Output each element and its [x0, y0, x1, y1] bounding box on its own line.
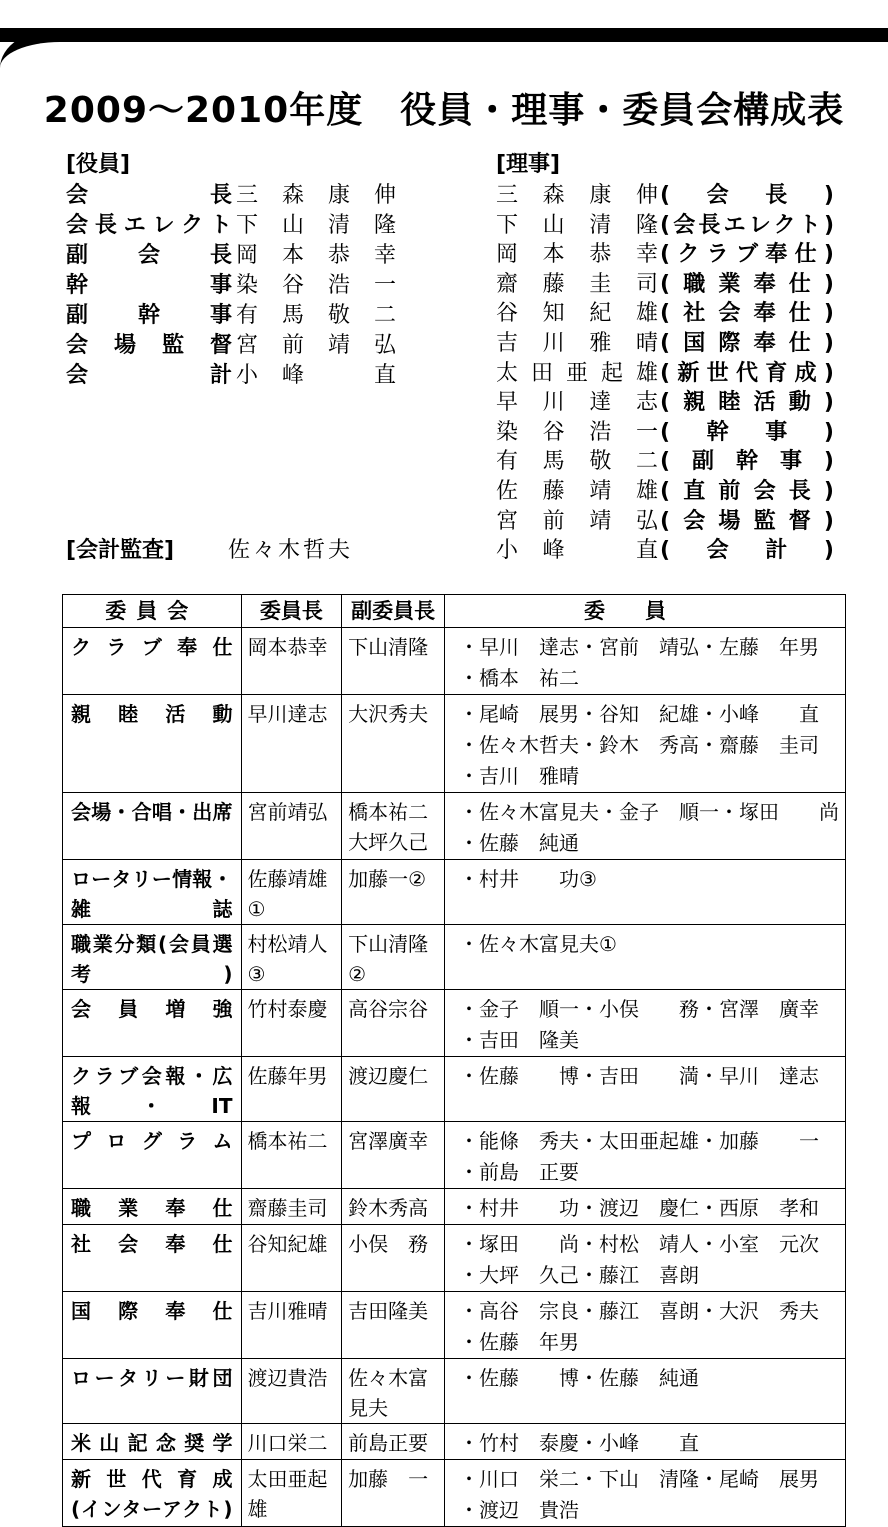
director-name: 早川達志	[496, 390, 660, 416]
committee-row	[63, 860, 846, 925]
committee-vice-chair: 下山清隆	[342, 628, 445, 695]
committee-row	[63, 1122, 846, 1189]
officer-name: 染谷浩一	[236, 273, 398, 298]
committee-vice-chair: 橋本祐二 大坪久己	[342, 793, 445, 860]
director-role: (直前会長)	[660, 479, 834, 504]
committee-table	[62, 594, 846, 1527]
officer-row	[66, 271, 398, 301]
director-name: 宮前靖弘	[496, 508, 660, 534]
committee-row	[63, 990, 846, 1057]
committee-member-line: ・高谷 宗良・藤江 喜朗・大沢 秀夫	[459, 1299, 819, 1323]
officer-row	[66, 241, 398, 271]
committee-name-text: 職業分類(会員選考)	[71, 932, 233, 986]
committee-row	[63, 793, 846, 860]
committee-name	[63, 925, 242, 990]
director-role: (会計)	[660, 538, 834, 564]
director-row	[496, 388, 834, 418]
committee-chair: 佐藤靖雄①	[241, 860, 342, 925]
auditor-heading: [会計監査]	[66, 538, 175, 563]
director-name: 有馬敬二	[496, 449, 660, 475]
officer-row	[66, 331, 398, 361]
director-role: (会場監督)	[660, 508, 834, 534]
committee-members	[445, 1424, 846, 1460]
officer-role: 会長	[66, 183, 232, 208]
committee-vice-chair: 渡辺慶仁	[342, 1057, 445, 1122]
officer-name: 小峰 直	[236, 363, 398, 388]
committee-row	[63, 1292, 846, 1359]
director-row	[496, 507, 834, 537]
committee-row	[63, 1225, 846, 1292]
director-name: 太田亜起雄	[496, 360, 660, 386]
director-row	[496, 536, 834, 566]
committee-name	[63, 1122, 242, 1189]
committee-name	[63, 1292, 242, 1359]
committee-members	[445, 1122, 846, 1189]
committee-row	[63, 1460, 846, 1527]
committee-vice-chair: 宮澤廣幸	[342, 1122, 445, 1189]
committee-name-text: 新世代育成 (インターアクト)	[71, 1467, 233, 1521]
committee-row	[63, 1424, 846, 1460]
committee-name-text: ロータリー財団	[71, 1366, 233, 1390]
committee-chair: 吉川雅晴	[241, 1292, 342, 1359]
director-role: (会長エレクト)	[660, 212, 834, 238]
director-row	[496, 477, 834, 507]
director-name: 谷知紀雄	[496, 301, 660, 327]
committee-name-text: 会場・合唱・出席	[71, 800, 233, 824]
header-members: 委員	[445, 595, 846, 628]
committee-members	[445, 1057, 846, 1122]
committee-member-line: ・吉川 雅晴	[459, 764, 579, 788]
committee-member-line: ・渡辺 貴浩	[459, 1498, 579, 1522]
committee-row	[63, 695, 846, 793]
director-row	[496, 447, 834, 477]
committee-name-text: クラブ会報・広報・IT	[71, 1064, 233, 1118]
directors-heading: [理事]	[496, 152, 561, 177]
director-role: (親睦活動)	[660, 390, 834, 416]
committee-member-line: ・佐藤 博・吉田 満・早川 達志	[459, 1064, 819, 1088]
committee-name-text: 職業奉仕	[71, 1196, 233, 1220]
committee-chair: 宮前靖弘	[241, 793, 342, 860]
page-title: 2009～2010年度 役員・理事・委員会構成表	[43, 90, 845, 131]
officer-name: 岡本恭幸	[236, 243, 398, 268]
committee-member-line: ・橋本 祐二	[459, 666, 579, 690]
committee-members	[445, 860, 846, 925]
committee-row	[63, 1359, 846, 1424]
director-name: 三森康伸	[496, 183, 660, 208]
officer-name: 下山清隆	[236, 213, 398, 238]
officer-role: 副幹事	[66, 303, 232, 328]
committee-member-line: ・佐藤 純通	[459, 831, 579, 855]
officer-row	[66, 361, 398, 391]
committee-members	[445, 793, 846, 860]
committee-member-line: ・能條 秀夫・太田亜起雄・加藤 一	[459, 1129, 819, 1153]
committee-chair: 岡本恭幸	[241, 628, 342, 695]
committee-vice-chair: 吉田隆美	[342, 1292, 445, 1359]
committee-row	[63, 628, 846, 695]
committee-member-line: ・村井 功③	[459, 867, 597, 891]
committee-chair: 川口栄二	[241, 1424, 342, 1460]
committee-vice-chair: 加藤 一	[342, 1460, 445, 1527]
header-committee: 委員会	[63, 595, 242, 628]
committee-name-text: 社会奉仕	[71, 1232, 233, 1256]
director-role: (職業奉仕)	[660, 271, 834, 297]
committee-member-line: ・塚田 尚・村松 靖人・小室 元次	[459, 1232, 819, 1256]
committee-members	[445, 1359, 846, 1424]
director-role: (副幹事)	[660, 449, 834, 475]
committee-vice-chair: 小俣 務	[342, 1225, 445, 1292]
officer-row	[66, 301, 398, 331]
committee-vice-chair: 加藤一②	[342, 860, 445, 925]
director-name: 吉川雅晴	[496, 331, 660, 356]
committee-vice-chair: 高谷宗谷	[342, 990, 445, 1057]
committee-name-text: ロータリー情報・雑誌	[71, 867, 233, 921]
committee-member-line: ・尾崎 展男・谷知 紀雄・小峰 直	[459, 702, 819, 726]
committee-chair: 渡辺貴浩	[241, 1359, 342, 1424]
director-name: 齋藤圭司	[496, 271, 660, 297]
director-row	[496, 181, 834, 211]
committee-vice-chair: 大沢秀夫	[342, 695, 445, 793]
director-row	[496, 240, 834, 270]
committee-members	[445, 695, 846, 793]
officer-row	[66, 211, 398, 241]
committee-members	[445, 990, 846, 1057]
top-decorative-bar	[0, 28, 888, 42]
committee-member-line: ・佐藤 年男	[459, 1330, 579, 1354]
officer-role: 幹事	[66, 273, 232, 298]
committee-member-line: ・佐藤 博・佐藤 純通	[459, 1366, 699, 1390]
committee-vice-chair: 下山清隆②	[342, 925, 445, 990]
committee-member-line: ・竹村 泰慶・小峰 直	[459, 1431, 699, 1455]
officer-role: 会計	[66, 363, 232, 388]
director-row	[496, 418, 834, 448]
officer-role: 会場監督	[66, 333, 232, 358]
director-row	[496, 359, 834, 389]
committee-row	[63, 1057, 846, 1122]
committee-member-line: ・早川 達志・宮前 靖弘・左藤 年男	[459, 635, 819, 659]
committee-name-text: 国際奉仕	[71, 1299, 233, 1323]
committee-members	[445, 628, 846, 695]
committee-chair: 齋藤圭司	[241, 1189, 342, 1225]
director-role: (国際奉仕)	[660, 331, 834, 356]
committee-name	[63, 1189, 242, 1225]
committee-member-line: ・村井 功・渡辺 慶仁・西原 孝和	[459, 1196, 819, 1220]
committee-members	[445, 1292, 846, 1359]
committee-row	[63, 1189, 846, 1225]
officer-role: 会長エレクト	[66, 213, 232, 238]
committee-name	[63, 1057, 242, 1122]
committee-vice-chair: 前島正要	[342, 1424, 445, 1460]
committee-name	[63, 860, 242, 925]
director-row	[496, 211, 834, 241]
committee-name	[63, 1359, 242, 1424]
officer-name: 有馬敬二	[236, 303, 398, 328]
director-name: 染谷浩一	[496, 419, 660, 445]
committee-member-line: ・前島 正要	[459, 1160, 579, 1184]
committee-name	[63, 628, 242, 695]
committee-member-line: ・金子 順一・小俣 務・宮澤 廣幸	[459, 997, 819, 1021]
committee-row	[63, 925, 846, 990]
committee-name-text: 米山記念奨学	[71, 1431, 233, 1455]
committee-member-line: ・佐々木富見夫・金子 順一・塚田 尚	[459, 800, 839, 824]
committee-vice-chair: 鈴木秀高	[342, 1189, 445, 1225]
committee-members	[445, 1189, 846, 1225]
committee-member-line: ・佐々木哲夫・鈴木 秀高・齋藤 圭司	[459, 733, 819, 757]
officer-row	[66, 181, 398, 211]
committee-name	[63, 1424, 242, 1460]
committee-member-line: ・大坪 久己・藤江 喜朗	[459, 1263, 699, 1287]
committee-chair: 太田亜起雄	[241, 1460, 342, 1527]
director-role: (新世代育成)	[660, 360, 834, 386]
committee-chair: 村松靖人③	[241, 925, 342, 990]
director-name: 下山清隆	[496, 212, 660, 238]
director-name: 岡本恭幸	[496, 242, 660, 268]
officer-role: 副会長	[66, 243, 232, 268]
header-vice-chair: 副委員長	[342, 595, 445, 628]
director-name: 小峰 直	[496, 538, 660, 564]
officers-heading: [役員]	[66, 152, 131, 177]
director-name: 佐藤靖雄	[496, 479, 660, 504]
committee-name	[63, 793, 242, 860]
committee-chair: 谷知紀雄	[241, 1225, 342, 1292]
committee-member-line: ・佐々木富見夫①	[459, 932, 617, 956]
committee-name	[63, 1460, 242, 1527]
committee-name-text: クラブ奉仕	[71, 635, 233, 659]
committee-name-text: 会員増強	[71, 997, 233, 1021]
director-role: (会長)	[660, 183, 834, 208]
committee-members	[445, 1225, 846, 1292]
header-chair: 委員長	[241, 595, 342, 628]
committee-name	[63, 695, 242, 793]
director-row	[496, 329, 834, 359]
director-role: (幹事)	[660, 419, 834, 445]
committee-name	[63, 1225, 242, 1292]
committee-member-line: ・吉田 隆美	[459, 1028, 579, 1052]
committee-chair: 竹村泰慶	[241, 990, 342, 1057]
committee-members	[445, 925, 846, 990]
committee-member-line: ・川口 栄二・下山 清隆・尾崎 展男	[459, 1467, 819, 1491]
committee-name-text: プログラム	[71, 1129, 233, 1153]
auditor-name: 佐々木哲夫	[228, 538, 354, 563]
director-row	[496, 270, 834, 300]
committee-members	[445, 1460, 846, 1527]
committee-table-header	[63, 595, 846, 628]
committee-chair: 早川達志	[241, 695, 342, 793]
director-role: (クラブ奉仕)	[660, 242, 834, 268]
committee-name-text: 親睦活動	[71, 702, 233, 726]
committee-name	[63, 990, 242, 1057]
committee-chair: 橋本祐二	[241, 1122, 342, 1189]
officer-name: 三森康伸	[236, 183, 398, 208]
officer-name: 宮前靖弘	[236, 333, 398, 358]
committee-chair: 佐藤年男	[241, 1057, 342, 1122]
director-role: (社会奉仕)	[660, 301, 834, 327]
director-row	[496, 299, 834, 329]
committee-vice-chair: 佐々木富見夫	[342, 1359, 445, 1424]
